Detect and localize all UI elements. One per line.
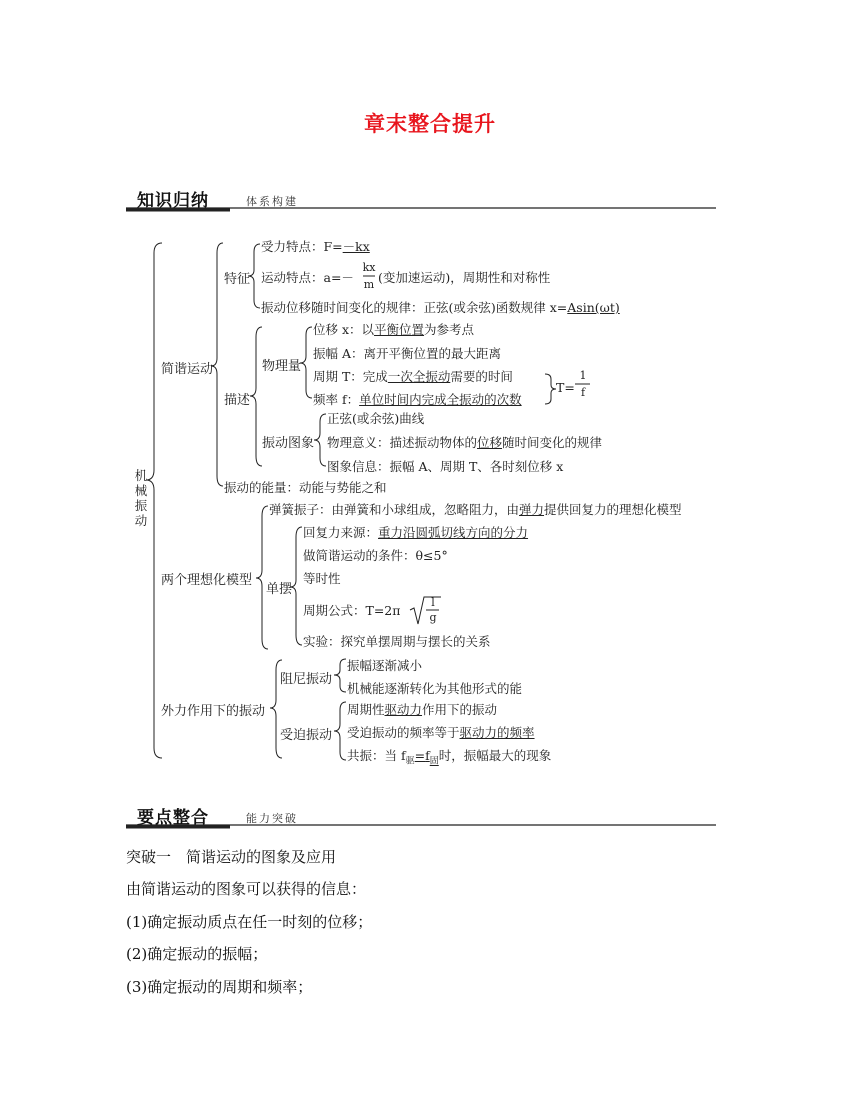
quantity-frequency: [313, 390, 522, 408]
displacement-law: [261, 298, 620, 316]
damped-label: 阻尼振动: [280, 672, 333, 687]
resonance-prefix: 共振：当 f: [347, 748, 406, 763]
relation-numerator: 1: [579, 369, 587, 382]
quantity-frequency-definition: 单位时间内完成全振动的次数: [359, 392, 522, 407]
force-feature-formula: －kx: [342, 239, 370, 254]
graph-curve: 正弦(或余弦)曲线: [327, 411, 425, 426]
spring-oscillator-suffix: 提供回复力的理想化模型: [544, 502, 682, 517]
graph-meaning-suffix: 随时间变化的规律: [502, 435, 603, 450]
section-subtitle-knowledge: 体系构建: [246, 195, 298, 208]
damped-item-2: 机械能逐渐转化为其他形式的能: [347, 681, 523, 696]
pendulum-isochronism: 等时性: [303, 571, 341, 586]
models-label: 两个理想化模型: [161, 573, 253, 588]
period-frequency-relation: T=: [556, 380, 575, 395]
body-item-2: (2)确定振动的振幅；: [126, 945, 268, 963]
section-title-keypoints: 要点整合: [137, 808, 209, 828]
resonance-sub-natural: 固: [429, 756, 439, 767]
forced-label: 受迫振动: [280, 728, 333, 743]
pendulum-period-formula: 周期公式：T=2π: [303, 603, 401, 618]
resonance-sub-drive: 驱: [405, 756, 415, 767]
shm-label: 简谐运动: [161, 362, 214, 377]
relation-denominator: f: [580, 386, 586, 399]
quantity-displacement-prefix: 位移 x：以: [313, 322, 375, 337]
quantities-label: 物理量: [262, 359, 302, 374]
section-title-knowledge: 知识归纳: [137, 191, 209, 211]
external-label: 外力作用下的振动: [161, 704, 266, 719]
forced-item-1: [347, 700, 497, 718]
graph-meaning: [327, 433, 602, 451]
displacement-law-x: x=: [549, 300, 568, 315]
quantity-amplitude: 振幅 A：离开平衡位置的最大距离: [313, 346, 502, 361]
quantity-displacement: [313, 320, 474, 338]
pendulum-condition: 做简谐运动的条件：θ≤5°: [303, 548, 448, 563]
body-item-1: (1)确定振动质点在任一时刻的位移；: [126, 913, 373, 931]
resonance-item: [347, 746, 551, 767]
forced-item-2-prefix: 受迫振动的频率等于: [347, 725, 460, 740]
quantity-period-suffix: 需要的时间: [450, 369, 513, 384]
spring-oscillator-prefix: 弹簧振子：由弹簧和小球组成，忽略阻力，由: [269, 502, 520, 517]
resonance-natural-f: f: [425, 748, 430, 763]
forced-item-1-suffix: 作用下的振动: [422, 702, 498, 717]
section-subtitle-keypoints: 能力突破: [246, 812, 298, 825]
root-label: 机械振动: [134, 468, 148, 528]
resonance-suffix: 时，振幅最大的现象: [438, 748, 552, 763]
pendulum-restoring-key: 重力沿圆弧切线方向的分力: [378, 525, 529, 540]
force-feature-prefix: 受力特点：F=: [261, 239, 343, 254]
pendulum-restoring-force: [303, 523, 528, 541]
describe-label: 描述: [224, 393, 251, 408]
motion-feature-suffix: (变加速运动)，周期性和对称性: [378, 270, 551, 285]
pendulum-sqrt-numerator: l: [431, 596, 435, 609]
pendulum-label: 单摆: [266, 582, 293, 597]
motion-feature: [261, 268, 354, 286]
force-feature: [261, 237, 370, 255]
forced-item-1-key: 驱动力: [384, 702, 423, 717]
motion-fraction-numerator: kx: [362, 261, 376, 274]
quantity-displacement-reference: 平衡位置: [374, 322, 425, 337]
forced-item-2-key: 驱动力的频率: [459, 725, 535, 740]
quantity-displacement-suffix: 为参考点: [424, 322, 475, 337]
body-heading: 突破一 简谐运动的图象及应用: [126, 848, 337, 866]
resonance-equals: =: [414, 748, 426, 763]
body-item-3: (3)确定振动的周期和频率；: [126, 978, 313, 996]
quantity-period-key: 一次全振动: [387, 369, 451, 384]
spring-oscillator-key: 弹力: [519, 502, 545, 517]
damped-item-1: 振幅逐渐减小: [347, 658, 423, 673]
energy-text: 振动的能量：动能与势能之和: [224, 480, 387, 495]
graph-info: 图象信息：振幅 A、周期 T、各时刻位移 x: [327, 459, 564, 474]
quantity-period: [313, 367, 513, 385]
motion-feature-prefix: 运动特点：a=－: [261, 270, 354, 285]
motion-fraction-denominator: m: [363, 278, 375, 291]
graph-meaning-key: 位移: [477, 435, 503, 450]
spring-oscillator: [269, 500, 682, 518]
features-label: 特征: [224, 272, 251, 287]
displacement-law-text: 振动位移随时间变化的规律：正弦(或余弦)函数规律: [261, 300, 546, 315]
forced-item-2: [347, 723, 535, 741]
body-intro: 由简谐运动的图象可以获得的信息：: [126, 880, 367, 898]
displacement-law-formula: Asin(ωt): [567, 300, 620, 315]
page-title: 章末整合提升: [364, 111, 496, 136]
pendulum-experiment: 实验：探究单摆周期与摆长的关系: [303, 634, 491, 649]
graph-label: 振动图象: [262, 436, 315, 451]
quantity-frequency-prefix: 频率 f：: [313, 392, 360, 407]
pendulum-sqrt-denominator: g: [429, 611, 437, 624]
quantity-period-prefix: 周期 T：完成: [313, 369, 388, 384]
forced-item-1-prefix: 周期性: [347, 702, 385, 717]
pendulum-restoring-prefix: 回复力来源：: [303, 525, 379, 540]
graph-meaning-prefix: 物理意义：描述振动物体的: [327, 435, 478, 450]
